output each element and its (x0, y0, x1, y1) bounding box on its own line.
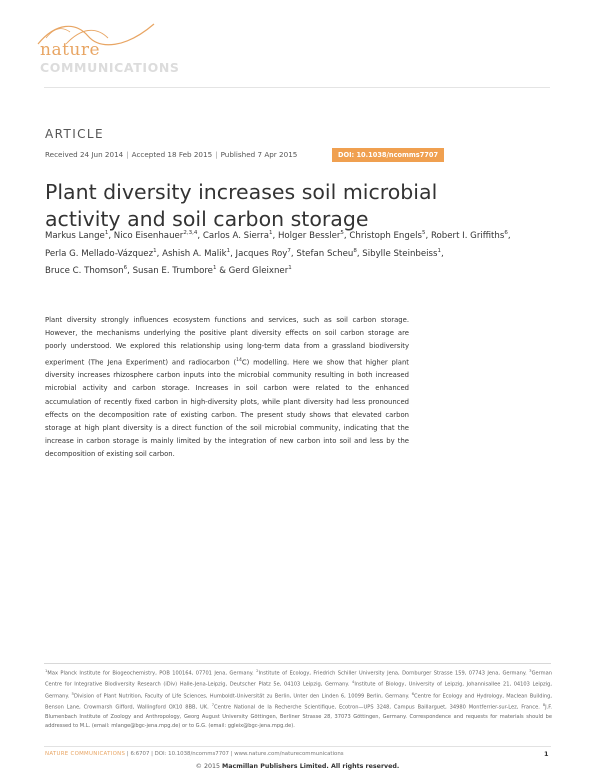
accepted-date: Accepted 18 Feb 2015 (131, 150, 213, 159)
abstract: Plant diversity strongly influences ecosystem functions and services, such as soil carbon storage. However, the mechanisms underlying the positive plant diversity effects on soil carbon storage are poorly understood. We explored this relationship using long-term data from a grassland biodiversity experiment (The Jena Experiment) and radiocarbon ($^{14}$C) modelling. Here we show that higher plant diversity increases rhizosphere carbon inputs into the microbial community resulting in both increased microbial activity and carbon storage. Increases in soil carbon were related to the enhanced accumulation of recently fixed carbon in high-diversity plots, while plant diversity had less pronounced effects on the decomposition rate of existing carbon. The present study shows that elevated carbon storage at high plant diversity is a direct function of the soil microbial community, indicating that the increase in carbon storage is mainly limited by the integration of new carbon into soil and less by the decomposition of existing soil carbon. (45, 316, 409, 459)
author-name: Markus Lange (45, 231, 105, 241)
author-affiliation-marker: 5 (421, 230, 426, 236)
footer-citation-text: | 6:6707 | DOI: 10.1038/ncomms7707 | www.nature.com/naturecommunications (126, 751, 344, 757)
footer-divider (44, 746, 551, 747)
doi-badge[interactable]: DOI: 10.1038/ncomms7707 (332, 148, 444, 162)
article-title: Plant diversity increases soil microbial activity and soil carbon storage (45, 179, 438, 231)
author-affiliation-marker: 1 (104, 230, 109, 236)
footer-citation (45, 751, 344, 757)
author-affiliation-marker: 1 (212, 265, 217, 271)
header-divider (44, 87, 550, 88)
logo-subtitle: COMMUNICATIONS (40, 60, 180, 75)
author-name: Nico Eisenhauer (113, 231, 184, 241)
author-name: Stefan Scheu (296, 248, 354, 259)
author-affiliation-marker: 6 (504, 230, 508, 236)
author-name: Jacques Roy (235, 248, 288, 259)
copyright-notice (0, 763, 595, 770)
author-affiliation-marker: 2,3,4 (183, 230, 198, 236)
received-date: Received 24 Jun 2014 (45, 150, 124, 159)
author-affiliation-marker: 1 (288, 265, 292, 271)
page-number: 1 (544, 750, 549, 758)
author-affiliation-marker: 1 (153, 247, 157, 254)
author-list: Markus Lange$^1$, Nico Eisenhauer$^{2,3,4}$, Carlos A. Sierra$^1$, Holger Bessler$^5$, Christoph Engels$^5$, Robert I. Griffiths$^6$, Perla G. Mellado-Vázquez$^1$, Ashish A. Malik$^1$, Jacques Roy$^7$, Stefan Scheu$^8$, Sibylle Steinbeiss$^1$, Bruce C. Thomson$^6$, Susan E. Trumbore$^1$ & Gerd Gleixner$^1$ (45, 230, 511, 276)
author-affiliation-marker: 5 (340, 230, 344, 236)
affiliations-divider (44, 663, 551, 664)
author-affiliation-marker: 1 (437, 247, 441, 254)
author-name: Carlos A. Sierra (202, 231, 269, 241)
published-date: Published 7 Apr 2015 (220, 150, 298, 159)
author-name: Gerd Gleixner (228, 266, 289, 276)
author-name: Perla G. Mellado-Vázquez (45, 248, 154, 259)
author-name: Bruce C. Thomson (45, 266, 124, 276)
copyright-year: © 2015 (195, 763, 220, 770)
author-name: Susan E. Trumbore (132, 266, 213, 276)
article-type-label: ARTICLE (45, 127, 104, 141)
logo-word: nature (40, 40, 101, 60)
copyright-publisher: Macmillan Publishers Limited. All rights reserved. (222, 763, 400, 770)
author-affiliation-marker: 1 (226, 247, 231, 254)
author-name: Robert I. Griffiths (430, 231, 505, 241)
author-affiliation-marker: 1 (268, 230, 273, 236)
author-name: Holger Bessler (277, 231, 341, 241)
affiliations: $^1$Max Planck Institute for Biogeochemistry, POB 100164, 07701 Jena, Germany. $^2$Institute of Ecology, Friedrich Schiller University Jena, Dornburger Strasse 159, 07743 Jena, Germany. $^3$German Centre for Integrative Biodiversity Research (iDiv) Halle-Jena-Leipzig, Deutscher Platz 5e, 04103 Leipzig, Germany. $^4$Institute of Biology, University of Leipzig, Johannisallee 21, 04103 Leipzig, Germany. $^5$Division of Plant Nutrition, Faculty of Life Sciences, Humboldt-Universität zu Berlin, Unter den Linden 6, 10099 Berlin, Germany. $^6$Centre for Ecology and Hydrology, Maclean Building, Benson Lane, Crowmarsh Gifford, Wallingford OX10 8BB, UK. $^7$Centre National de la Recherche Scientifique, Ecotron—UPS 3248, Campus Baillarguet, 34980 Montferrier-sur-Lez, France. $^8$J.F. Blumenbach Institute of Zoology and Anthropology, Georg August University Göttingen, Berliner Strasse 28, 37073 Göttingen, Germany. Correspondence and requests for materials should be addressed to M.L. (email: mlange@bgc-jena.mpg.de) or to G.G. (email: ggleix@bgc-jena.mpg.de). (45, 668, 552, 729)
author-name: Sibylle Steinbeiss (362, 248, 438, 259)
journal-logo (36, 18, 206, 78)
author-affiliation-marker: 8 (353, 247, 357, 254)
author-name: Christoph Engels (349, 231, 422, 241)
author-name: Ashish A. Malik (162, 248, 227, 259)
footer-journal: NATURE COMMUNICATIONS (45, 751, 126, 757)
author-affiliation-marker: 7 (287, 247, 291, 254)
publication-dates: Received 24 Jun 2014 | Accepted 18 Feb 2015 | Published 7 Apr 2015 (45, 150, 298, 159)
author-affiliation-marker: 6 (123, 265, 128, 271)
